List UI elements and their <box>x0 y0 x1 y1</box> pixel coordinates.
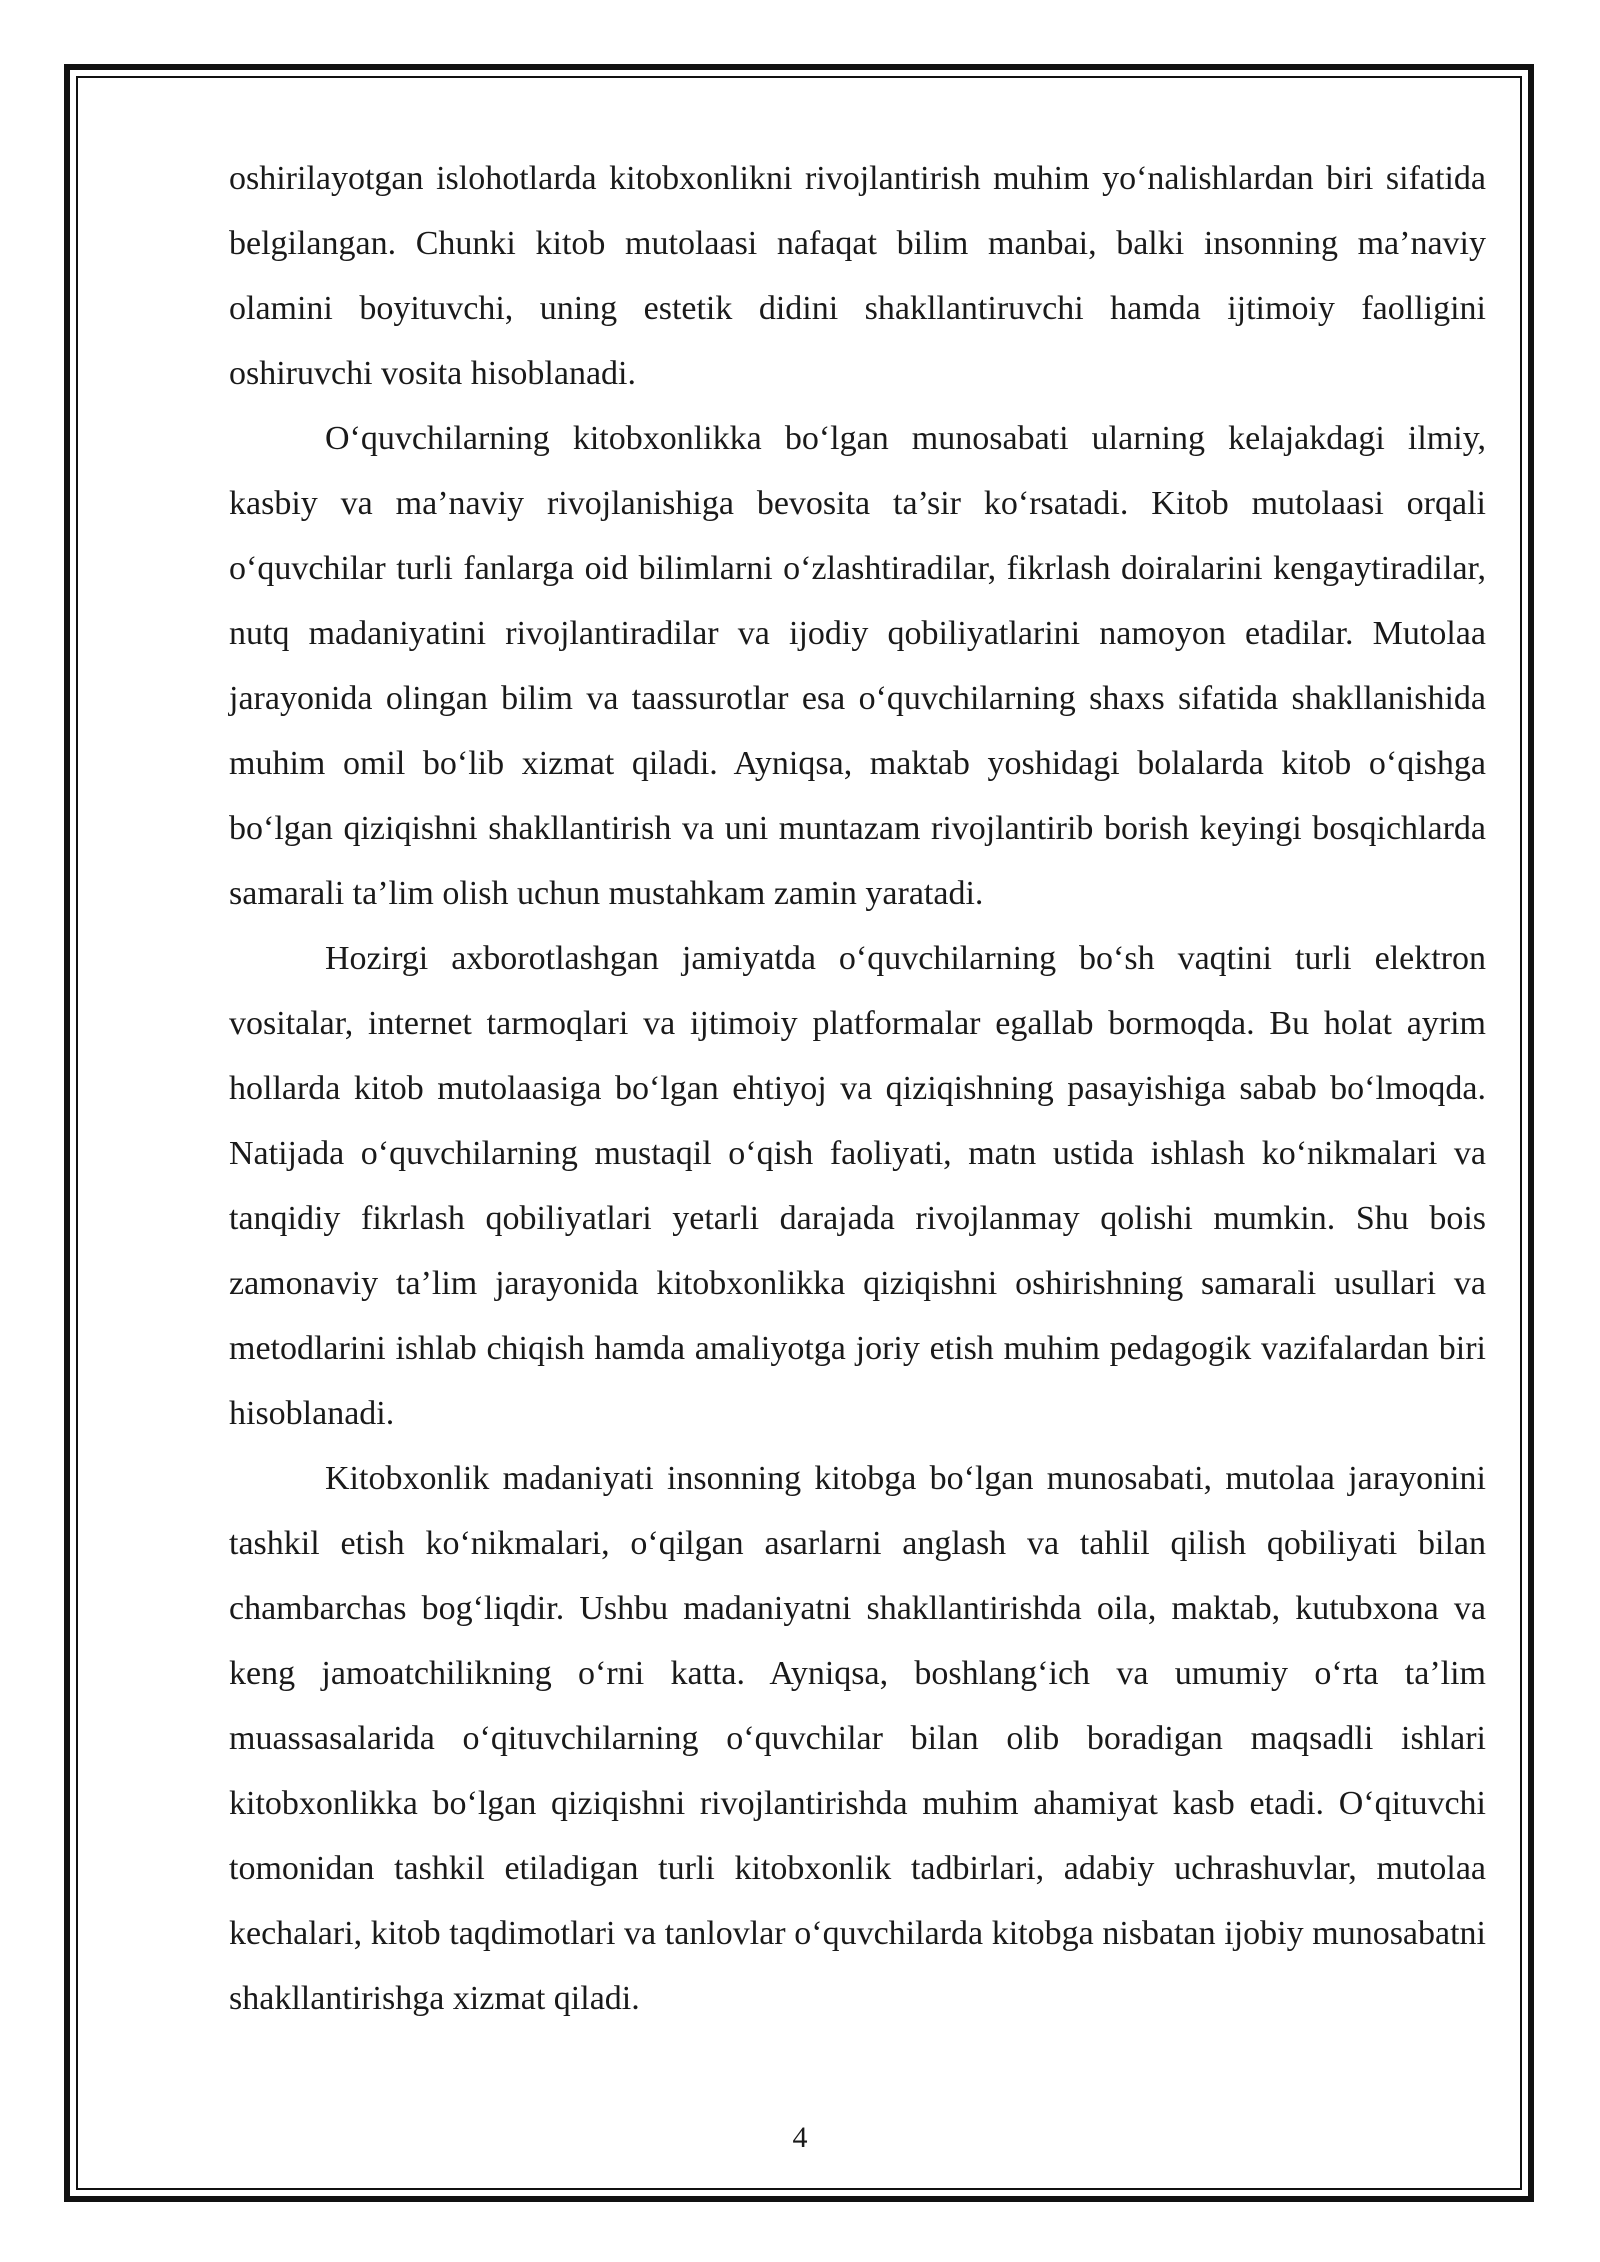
page-number: 4 <box>792 2121 808 2154</box>
paragraph-4: Kitobxonlik madaniyati insonning kitobga bo‘lgan munosabati, mutolaa jarayonini tashkil etish ko‘nikmalari, o‘qilgan asarlarni anglash va tahlil qilish qobiliyati bilan chambarchas bog‘liqdir. Ushbu madaniyatni shakllantirishda oila, maktab, kutubxona va keng jamoatchilikning o‘rni katta. Ayniqsa, boshlang‘ich va umumiy o‘rta ta’lim muassasalarida o‘qituvchilarning o‘quvchilar bilan olib boradigan maqsadli ishlari kitobxonlikka bo‘lgan qiziqishni rivojlantirishda muhim ahamiyat kasb etadi. O‘qituvchi tomonidan tashkil etiladigan turli kitobxonlik tadbirlari, adabiy uchrashuvlar, mutolaa kechalari, kitob taqdimotlari va tanlovlar o‘quvchilarda kitobga nisbatan ijobiy munosabatni shakllantirishga xizmat qiladi. <box>229 1460 1486 2017</box>
paragraph-2: O‘quvchilarning kitobxonlikka bo‘lgan munosabati ularning kelajakdagi ilmiy, kasbiy va ma’naviy rivojlanishiga bevosita ta’sir ko‘rsatadi. Kitob mutolaasi orqali o‘quvchilar turli fanlarga oid bilimlarni o‘zlashtiradilar, fikrlash doiralarini kengaytiradilar, nutq madaniyatini rivojlantiradilar va ijodiy qobiliyatlarini namoyon etadilar. Mutolaa jarayonida olingan bilim va taassurotlar esa o‘quvchilarning shaxs sifatida shakllanishida muhim omil bo‘lib xizmat qiladi. Ayniqsa, maktab yoshidagi bolalarda kitob o‘qishga bo‘lgan qiziqishni shakllantirish va uni muntazam rivojlantirib borish keyingi bosqichlarda samarali ta’lim olish uchun mustahkam zamin yaratadi. <box>229 420 1486 912</box>
paragraph-1: oshirilayotgan islohotlarda kitobxonlikni rivojlantirish muhim yo‘nalishlardan biri sifatida belgilangan. Chunki kitob mutolaasi nafaqat bilim manbai, balki insonning ma’naviy olamini boyituvchi, uning estetik didini shakllantiruvchi hamda ijtimoiy faolligini oshiruvchi vosita hisoblanadi. <box>229 160 1486 392</box>
paragraph-3: Hozirgi axborotlashgan jamiyatda o‘quvchilarning bo‘sh vaqtini turli elektron vositalar, internet tarmoqlari va ijtimoiy platformalar egallab bormoqda. Bu holat ayrim hollarda kitob mutolaasiga bo‘lgan ehtiyoj va qiziqishning pasayishiga sabab bo‘lmoqda. Natijada o‘quvchilarning mustaqil o‘qish faoliyati, matn ustida ishlash ko‘nikmalari va tanqidiy fikrlash qobiliyatlari yetarli darajada rivojlanmay qolishi mumkin. Shu bois zamonaviy ta’lim jarayonida kitobxonlikka qiziqishni oshirishning samarali usullari va metodlarini ishlab chiqish hamda amaliyotga joriy etish muhim pedagogik vazifalardan biri hisoblanadi. <box>229 940 1486 1432</box>
document-body <box>229 146 1486 2031</box>
